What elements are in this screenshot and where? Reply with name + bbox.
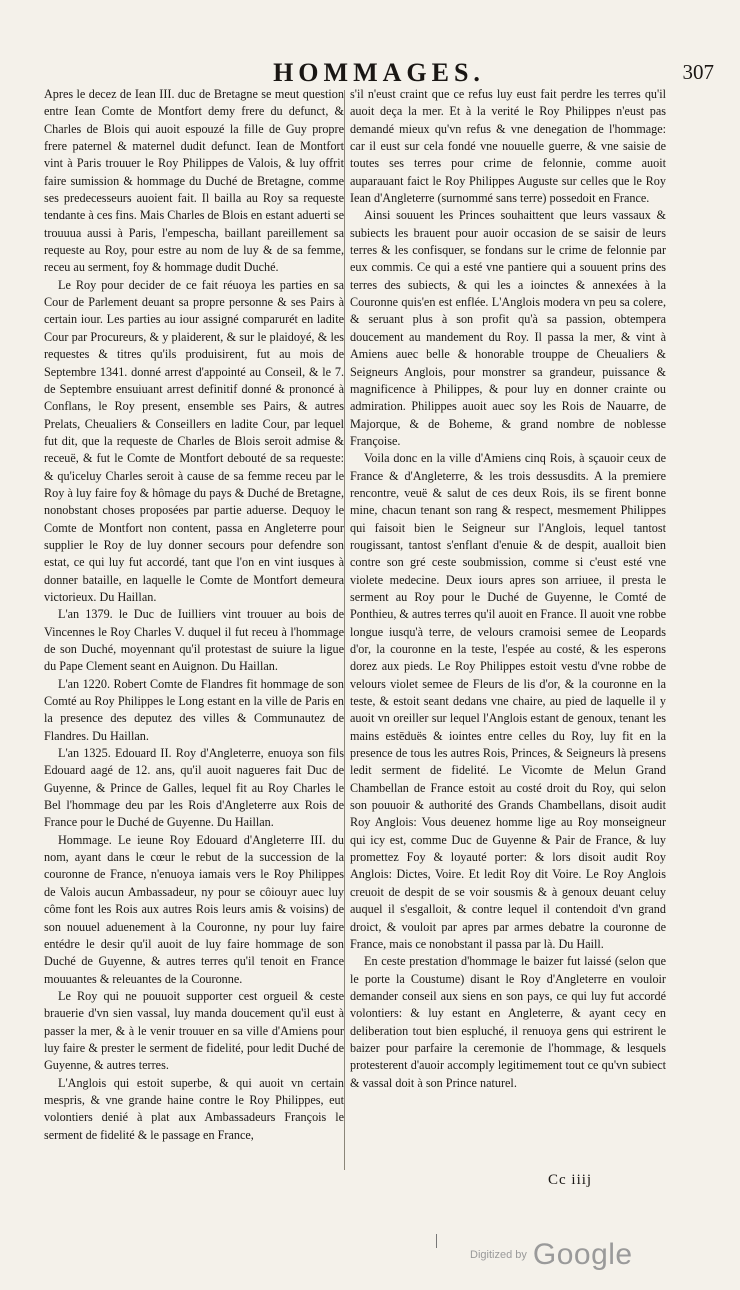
paragraph: L'an 1220. Robert Comte de Flandres fit hommage de son Comté au Roy Philippes le Long estant en la ville de Paris en la presence des deputez des villes & Communautez de Flandres. Du Haillan. <box>44 676 344 743</box>
paragraph: Voila donc en la ville d'Amiens cinq Rois, à sçauoir ceux de France & d'Angleterre, & les trois dessusdits. A la premiere rencontre, veuë & salut de ces deux Rois, ils se firent bonne mine, chacun tenant son rang & respect, mesmement Philippes qui faisoit bien le Seigneur sur l'Anglois, lequel tantost rougissant, tantost s'enflant d'enuie & de despit, aualloit bien contre son gré ceste soubmission, comme si c'eust esté vne violete medecine. Deux iours apres son arriuee, il presta le serment au Roy pour le Duché de Guyenne, le Comté de Ponthieu, & autres terres qu'il auoit en France. Il auoit vne robbe longue iusqu'à terre, de velours cramoisi semee de Leopards d'or, la couronne en la teste, l'espée au costé, & les esperons dorez aux pieds. Le Roy Philippes estoit vestu d'vne robbe de velours violet semee de Fleurs de lis d'or, & la couronne en la teste, & estoit seant dedans vne chaire, au pied de laquelle il y auoit vn oreiller sur lequel l'Anglois estant de genoux, tenant les mains estēduës & iointes entre celles du Roy, luy fit en la presence de tous les autres Rois, Princes, & Seigneurs là presens ledit serment de fidelité. Le Vicomte de Melun Grand Chambellan de France estoit au costé droit du Roy, qui selon son pouuoir & authorité des Grands Chambellans, disoit audit Roy Anglois: Vous deuenez homme lige au Roy monseigneur qui icy est, comme Duc de Guyenne & Pair de France, & luy promettez Foy & loyauté porter: & lors disoit audit Roy Anglois: Dictes, Voire. Et ledit Roy dit Voire. Le Roy Anglois creuoit de despit de se voir sousmis & à genoux deuant celuy auquel il s'esgalloit, & contre lequel il contendoit d'vn grand droict, & vouloit par apres par armes debatre la couronne de France, mais ce nonobstant il passa par là. Du Haill. <box>350 451 666 951</box>
paragraph: L'Anglois qui estoit superbe, & qui auoit vn certain mespris, & vne grande haine contre le Roy Philippes, eut volontiers denié à plat aux Ambassadeurs François le serment de fidelité & le passage en France, <box>44 1075 344 1142</box>
paragraph: Le Roy pour decider de ce fait réuoya les parties en sa Cour de Parlement deuant sa propre personne & ses Pairs à certain iour. Les parties au iour assigné comparurét en ladite Cour par Procureurs, & y plaiderent, & sur le plaidoyé, & les requestes & titres qu'ils produisirent, fut au mois de Septembre 1341. donné arrest d'appointé au Conseil, & le 7. de Septembre ensuiuant arrest definitif donné & prononcé à Conflans, le Roy present, ensemble ses Pairs, & autres Prelats, Cheualiers & Conseillers en ladite Cour, par lequel fut dit, que la requeste de Charles de Blois seroit admise & receuë, & fut le Comte de Montfort debouté de sa requeste: & qu'iceluy Charles seroit à cause de sa femme receu par le Roy à luy faire foy & hômage du pays & Duché de Bretagne, nonobstant choses proposées par partie aduerse. Dequoy le Comte de Montfort non content, passa en Angleterre pour supplier le Roy de luy donner secours pour defendre son estat, ce qui luy fut accordé, tant que l'on en vint iusques à donner bataille, en laquelle le Comte de Montfort demeura victorieux. Du Haillan. <box>44 277 344 604</box>
running-title: HOMMAGES. <box>273 58 485 87</box>
paragraph: Ainsi souuent les Princes souhaittent que leurs vassaux & subiects les brauent pour auoir occasion de se saisir de leurs terres & les confisquer, se fondans sur le crime de felonnie par eux commis. Ce qui a esté vne pantiere qui a souuent prins des terres des subiects, & qui les a ioinctes & annexées à la Couronne quis'en est enflée. L'Anglois modera vn peu sa colere, & seruant plus à son profit qu'à sa passion, obtempera doucement au mandement du Roy. Il passa la mer, & vint à Amiens auec belle & honorable trouppe de Cheualiers & Seigneurs Anglois, pour monstrer sa grandeur, puissance & magnificence à Philippes, & pour luy en donner crainte ou admiration. Philippes auoit auec soy les Rois de Nauarre, de Majorque, & de Boheme, & grand nombre de noblesse Françoise. <box>350 208 666 448</box>
signature-mark: Cc iiij <box>548 1172 593 1188</box>
paragraph: L'an 1325. Edouard II. Roy d'Angleterre, enuoya son fils Edouard aagé de 12. ans, qu'il auoit nagueres fait Duc de Guyenne, & Prince de Galles, lequel fit au Roy Charles le Bel l'hommage deu par les Rois d'Angleterre aux Rois de France pour le Duché de Guyenne. Du Haillan. <box>44 746 344 830</box>
paragraph: L'an 1379. le Duc de Iuilliers vint trouuer au bois de Vincennes le Roy Charles V. duquel il fut receu à l'hommage de son Duché, moyennant qu'il protestast de suiure la ligue du Pape Clement seant en Auignon. Du Haillan. <box>44 607 344 674</box>
paragraph: En ceste prestation d'hommage le baizer fut laissé (selon que le porte la Coustume) disant le Roy d'Angleterre en vouloir demander conseil aux siens en son pays, ce qui luy fut accordé volontiers: & luy estant en Angleterre, & ayant cecy en deliberation tout bien espluché, il renuoya gens qui estrirent le baizer pour parfaire la ceremonie de l'hommage, & lesquels protesterent d'auoir accomply legitimement tout ce qu'vn subiect & vassal doit à son Prince naturel. <box>350 954 666 1090</box>
paragraph: Hommage. Le ieune Roy Edouard d'Angleterre III. du nom, ayant dans le cœur le rebut de la succession de la couronne de France, n'enuoya iamais vers le Roy Philippes de Valois aucun Ambassadeur, ny pour se côiouyr auec luy côme font les Rois aux autres Rois leurs amis & voisins) de son nouuel aduenement à la Couronne, ny pour luy faire entédre le desir qu'il auoit de luy faire hommage de son Duché de Guyenne, & autres terres qu'il tenoit en France mouuantes & releuantes de la Couronne. <box>44 832 344 986</box>
right-column <box>350 86 666 1092</box>
paragraph: Apres le decez de Iean III. duc de Bretagne se meut question entre Iean Comte de Montfort demy frere du defunct, & Charles de Blois qui auoit espouzé la fille de Guy propre frere paternel & maternel dudit defunct. Iean de Montfort vint à Paris trouuer le Roy Philippes de Valois, & luy offrit faire sumission & hommage du Duché de Bretagne, comme ses predecesseurs auoient fait. Il bailla au Roy sa requeste tendante à ces fins. Mais Charles de Blois en estant aduerti se trouuua aussi à Paris, l'empescha, baillant pareillement sa requeste au Roy, pour estre au nom de luy & de sa femme, receu au serment, foy & hommage dudit Duché. <box>44 87 344 275</box>
column-divider <box>344 90 345 1170</box>
google-logo: Google <box>532 1238 633 1271</box>
page-header <box>44 58 714 88</box>
gutter-mark <box>436 1234 437 1248</box>
paragraph: s'il n'eust craint que ce refus luy eust fait perdre les terres qu'il auoit deça la mer. Et à la verité le Roy Philippes n'eust pas demandé mieux qu'vn refus & vne denegation de l'hommage: car il eust sur cela fondé vne nouuelle guerre, & vne saisie de toutes ses terres pour crime de felonnie, comme auoit auparauant faict le Roy Philippes Auguste sur celles que le Roy Iean d'Angleterre (surnommé sans terre) possedoit en France. <box>350 87 666 206</box>
left-column <box>44 86 344 1144</box>
page-number: 307 <box>682 60 714 84</box>
paragraph: Le Roy qui ne pouuoit supporter cest orgueil & ceste brauerie d'vn sien vassal, luy manda doucement qu'il eust à passer la mer, & à le venir trouuer en sa ville d'Amiens pour luy faire & prester le serment de fidelité, pour ledit Duché de Guyenne, & autres terres. <box>44 988 344 1073</box>
watermark-prefix: Digitized by <box>470 1249 527 1261</box>
digitized-watermark <box>470 1238 633 1272</box>
